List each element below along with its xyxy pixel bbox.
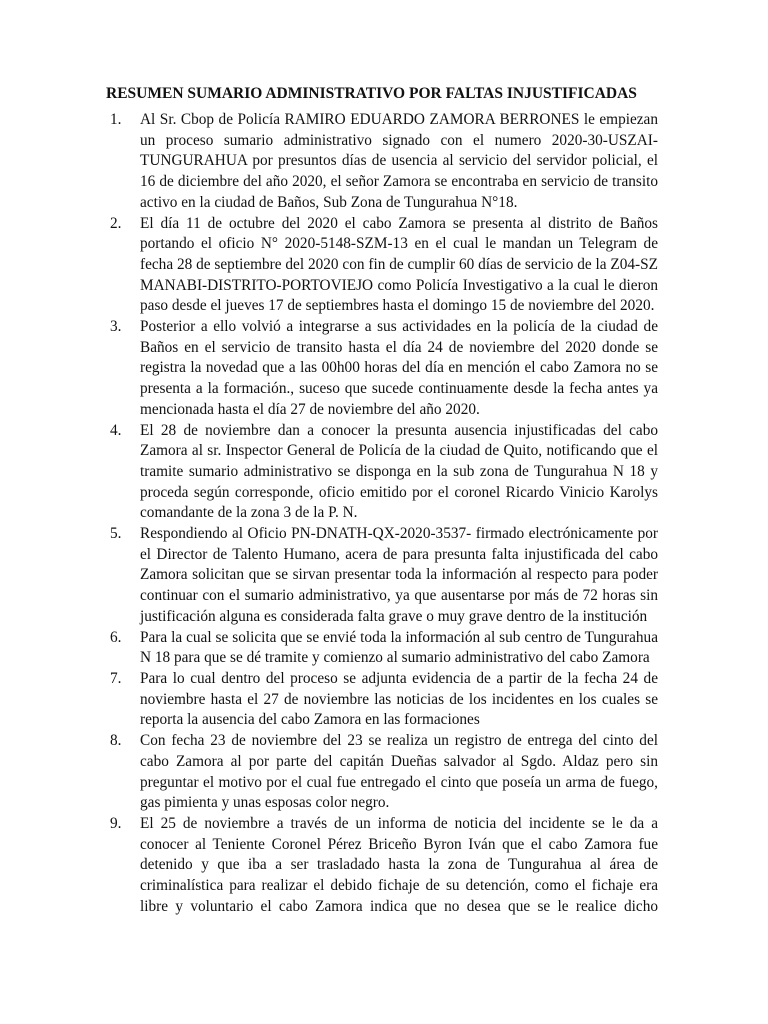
list-item-text: Con fecha 23 de noviembre del 23 se realiza un registro de entrega del cinto del cabo Zamora al por parte del capitán Dueñas salvador al Sgdo. Aldaz pero sin preguntar el motivo por el cual fue entregado el cinto que poseía un arma de fuego, gas pimienta y unas esposas color negro. [140,732,658,812]
list-item-text: Para la cual se solicita que se envié toda la información al sub centro de Tungurahua N 18 para que se dé tramite y comienzo al sumario administrativo del cabo Zamora [140,628,658,667]
list-item [110,524,658,628]
list-item-number: 2. [110,214,122,232]
list-item-number: 8. [110,732,122,750]
list-item-number: 5. [110,525,122,543]
list-item-number: 9. [110,814,122,832]
document-title: RESUMEN SUMARIO ADMINISTRATIVO POR FALTAS INJUSTIFICADAS [106,85,637,102]
list-item [110,317,658,421]
list-item-text: Respondiendo al Oficio PN-DNATH-QX-2020-3537- firmado electrónicamente por el Director de Talento Humano, acera de para presunta falta injustificada del cabo Zamora solicitan que se sirvan presentar toda la información al respecto para poder continuar con el sumario administrativo, ya que ausentarse por más de 72 horas sin justificación alguna es considerada falta grave o muy grave dentro de la institución [140,525,658,625]
list-item-text: El 28 de noviembre dan a conocer la presunta ausencia injustificadas del cabo Zamora al sr. Inspector General de Policía de la ciudad de Quito, notificando que el tramite sumario administrativo se disponga en la sub zona de Tungurahua N 18 y proceda según corresponde, oficio emitido por el coronel Ricardo Vinicio Karolys comandante de la zona 3 de la P. N. [140,421,658,522]
list-item-text: Posterior a ello volvió a integrarse a sus actividades en la policía de la ciudad de Baños en el servicio de transito hasta el día 24 de noviembre del 2020 donde se registra la novedad que a las 00h00 horas del día en mención el cabo Zamora no se presenta a la formación., suceso que sucede continuamente desde la fecha antes ya mencionada hasta el día 27 de noviembre del año 2020. [140,318,658,418]
list-item-number: 1. [110,111,122,128]
list-item-text: Al Sr. Cbop de Policía RAMIRO EDUARDO ZAMORA BERRONES le empiezan un proceso sumario administrativo signado con el numero 2020-30-USZAI-TUNGURAHUA por presuntos días de usencia al servicio del servidor policial, el 16 de diciembre del año 2020, el señor Zamora se encontraba en servicio de transito activo en la ciudad de Baños, Sub Zona de Tungurahua N°18. [140,111,658,211]
list-item-number: 7. [110,669,122,687]
list-item [110,214,658,318]
list-item-text: El 25 de noviembre a través de un informa de noticia del incidente se le da a conocer al Teniente Coronel Pérez Briceño Byron Iván que el cabo Zamora fue detenido y que iba a ser trasladado hasta la zona de Tungurahua al área de criminalística para realizar el debido fichaje de su detención, como el fichaje era libre y voluntario el cabo Zamora indica que no desea que se le realice dicho [140,814,658,915]
list-item-text: Para lo cual dentro del proceso se adjunta evidencia de a partir de la fecha 24 de noviembre hasta el 27 de noviembre las noticias de los incidentes en los cuales se reporta la ausencia del cabo Zamora en las formaciones [140,669,658,729]
list-item [110,110,658,214]
list-item-number: 6. [110,628,122,646]
list-item [110,628,658,669]
numbered-list [110,110,658,917]
list-item-number: 3. [110,318,122,336]
list-item [110,814,658,918]
list-item [110,669,658,731]
list-item [110,421,658,525]
list-item-number: 4. [110,421,122,439]
list-item-text: El día 11 de octubre del 2020 el cabo Zamora se presenta al distrito de Baños portando el oficio N° 2020-5148-SZM-13 en el cual le mandan un Telegram de fecha 28 de septiembre del 2020 con fin de cumplir 60 días de servicio de la Z04-SZ MANABI-DISTRITO-PORTOVIEJO como Policía Investigativo a la cual le dieron paso desde el jueves 17 de septiembres hasta el domingo 15 de noviembre del 2020. [140,214,658,315]
list-item [110,731,658,814]
